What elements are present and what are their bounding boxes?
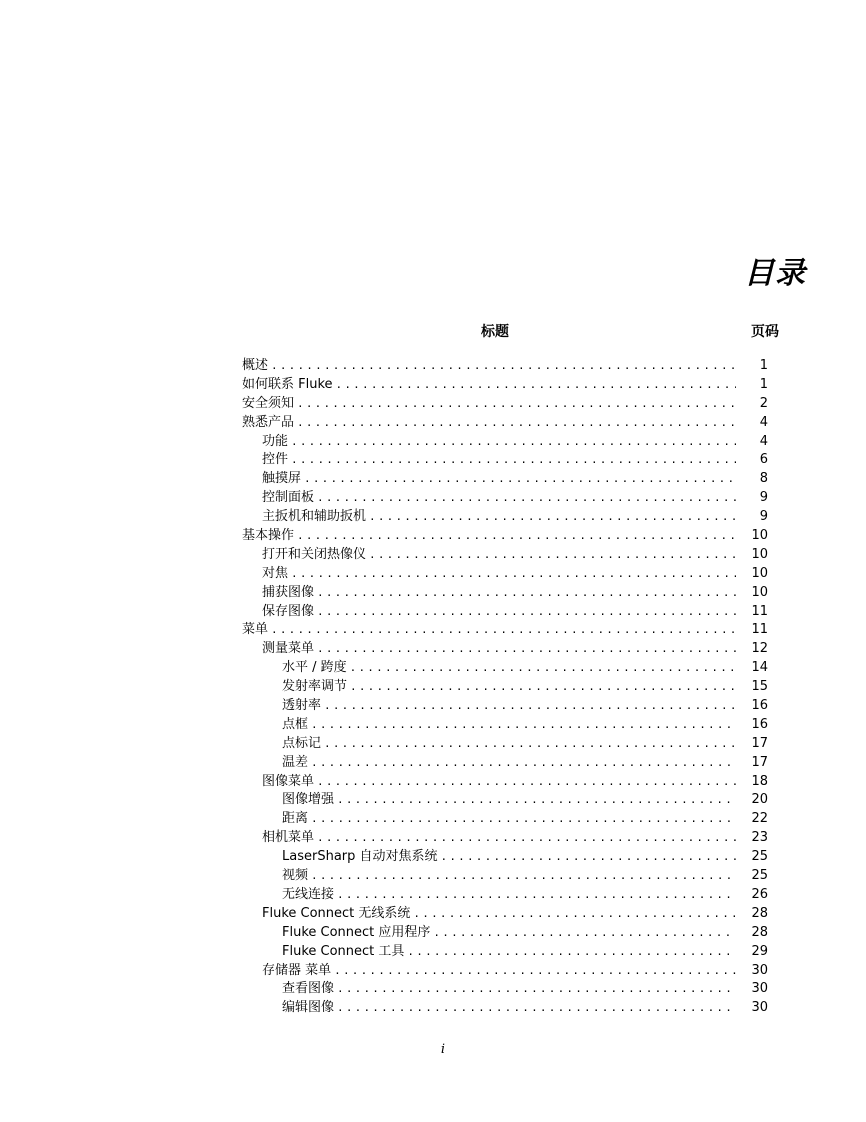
toc-entry-page-number: 8 bbox=[759, 471, 768, 487]
toc-entry[interactable] bbox=[242, 489, 768, 508]
toc-entry-page-number: 1 bbox=[759, 358, 768, 373]
toc-entry-title: 概述 bbox=[242, 358, 269, 373]
toc-entry-page-number: 9 bbox=[759, 490, 768, 506]
toc-entry-title: 编辑图像 bbox=[282, 1000, 335, 1016]
dot-leader bbox=[311, 810, 736, 829]
toc-entry[interactable] bbox=[242, 735, 768, 754]
toc-entry-page-number: 11 bbox=[751, 622, 768, 638]
dot-leader bbox=[317, 829, 736, 848]
dot-leader bbox=[297, 527, 736, 546]
toc-entry-page-number: 10 bbox=[751, 565, 768, 581]
dot-leader bbox=[334, 962, 736, 981]
toc-entry-page-number: 26 bbox=[751, 886, 768, 902]
toc-entry-title: 控件 bbox=[262, 452, 289, 468]
toc-entry[interactable] bbox=[242, 905, 768, 924]
page-title: 目录 bbox=[744, 256, 806, 291]
toc-entry-page-number: 30 bbox=[751, 1000, 768, 1016]
toc-entry-page-number: 2 bbox=[759, 395, 768, 411]
dot-leader bbox=[271, 357, 736, 376]
toc-entry-title: 图像增强 bbox=[282, 792, 335, 808]
toc-entry-title: 透射率 bbox=[282, 698, 322, 714]
dot-leader bbox=[337, 886, 736, 905]
dot-leader bbox=[304, 470, 736, 489]
toc-entry-page-number: 17 bbox=[751, 735, 768, 751]
dot-leader bbox=[413, 905, 736, 924]
dot-leader bbox=[317, 773, 736, 792]
dot-leader bbox=[407, 943, 736, 962]
dot-leader bbox=[317, 640, 736, 659]
toc-entry-page-number: 20 bbox=[751, 792, 768, 808]
dot-leader bbox=[291, 565, 736, 584]
toc-entry[interactable] bbox=[242, 716, 768, 735]
toc-entry-page-number: 10 bbox=[751, 546, 768, 562]
toc-entry-title: 菜单 bbox=[242, 622, 269, 638]
toc-entry[interactable] bbox=[242, 565, 768, 584]
toc-entry[interactable] bbox=[242, 999, 768, 1018]
toc-entry-title: 视频 bbox=[282, 868, 309, 884]
dot-leader bbox=[337, 999, 736, 1018]
toc-entry-page-number: 17 bbox=[751, 754, 768, 770]
toc-entry-page-number: 25 bbox=[751, 849, 768, 865]
toc-entry[interactable] bbox=[242, 943, 768, 962]
toc-entry-page-number: 25 bbox=[751, 868, 768, 884]
toc-entry-title: 如何联系 Fluke bbox=[242, 376, 333, 392]
toc-entry-title: 查看图像 bbox=[282, 981, 335, 997]
toc-entry-page-number: 28 bbox=[751, 924, 768, 940]
toc-entry-title: 发射率调节 bbox=[282, 679, 348, 695]
toc-entry-title: LaserSharp 自动对焦系统 bbox=[282, 849, 438, 865]
toc-entry[interactable] bbox=[242, 924, 768, 943]
toc-entry-title: 无线连接 bbox=[282, 886, 335, 902]
dot-leader bbox=[317, 603, 736, 622]
toc-entry-title: 点框 bbox=[282, 716, 309, 732]
toc-entry-page-number: 23 bbox=[751, 830, 768, 846]
toc-entry[interactable] bbox=[242, 829, 768, 848]
toc-entry-page-number: 29 bbox=[751, 943, 768, 959]
toc-entry[interactable] bbox=[242, 546, 768, 565]
toc-entry-page-number: 28 bbox=[751, 905, 768, 921]
toc-entry-page-number: 15 bbox=[751, 679, 768, 695]
toc-entry-page-number: 9 bbox=[759, 509, 768, 525]
toc-entry-title: 对焦 bbox=[262, 565, 289, 581]
toc-entry-title: 图像菜单 bbox=[262, 773, 315, 789]
toc-entry[interactable] bbox=[242, 357, 768, 376]
toc-entry-page-number: 1 bbox=[759, 376, 768, 392]
toc-entry-title: 主扳机和辅助扳机 bbox=[262, 509, 367, 525]
toc-entry-page-number: 30 bbox=[751, 981, 768, 997]
toc-entry-title: 点标记 bbox=[282, 735, 322, 751]
toc-entry-title: 测量菜单 bbox=[262, 641, 315, 657]
toc-entry-page-number: 6 bbox=[759, 452, 768, 468]
toc-entry[interactable] bbox=[242, 451, 768, 470]
dot-leader bbox=[291, 451, 736, 470]
toc-entry-title: 功能 bbox=[262, 433, 289, 449]
dot-leader bbox=[350, 678, 736, 697]
toc-entry-title: 触摸屏 bbox=[262, 471, 302, 487]
toc-entry[interactable] bbox=[242, 376, 768, 395]
toc-entry-title: 存储器 菜单 bbox=[262, 962, 332, 978]
toc-entry[interactable] bbox=[242, 810, 768, 829]
toc-entry[interactable] bbox=[242, 962, 768, 981]
toc-entry-page-number: 4 bbox=[759, 414, 768, 430]
toc-entry-title: 打开和关闭热像仪 bbox=[262, 546, 367, 562]
toc-entry-page-number: 18 bbox=[751, 773, 768, 789]
dot-leader bbox=[324, 735, 736, 754]
toc-entry[interactable] bbox=[242, 791, 768, 810]
toc-entry[interactable] bbox=[242, 414, 768, 433]
dot-leader bbox=[291, 433, 736, 452]
dot-leader bbox=[297, 414, 736, 433]
dot-leader bbox=[433, 924, 736, 943]
toc-entry-title: 熟悉产品 bbox=[242, 414, 295, 430]
toc-entry[interactable] bbox=[242, 584, 768, 603]
toc-entry-page-number: 12 bbox=[751, 641, 768, 657]
dot-leader bbox=[337, 791, 736, 810]
toc-entry-title: Fluke Connect 工具 bbox=[282, 943, 405, 959]
dot-leader bbox=[311, 716, 736, 735]
table-of-contents bbox=[242, 357, 768, 1018]
dot-leader bbox=[324, 697, 736, 716]
toc-entry[interactable] bbox=[242, 678, 768, 697]
toc-entry-page-number: 16 bbox=[751, 716, 768, 732]
toc-entry[interactable] bbox=[242, 754, 768, 773]
toc-entry-page-number: 16 bbox=[751, 698, 768, 714]
toc-entry-page-number: 4 bbox=[759, 433, 768, 449]
column-header-page: 页码 bbox=[751, 324, 779, 340]
dot-leader bbox=[441, 848, 736, 867]
toc-entry[interactable] bbox=[242, 867, 768, 886]
dot-leader bbox=[336, 376, 736, 395]
dot-leader bbox=[311, 754, 736, 773]
dot-leader bbox=[271, 621, 736, 640]
toc-entry-page-number: 22 bbox=[751, 811, 768, 827]
toc-entry[interactable] bbox=[242, 433, 768, 452]
toc-entry-title: Fluke Connect 应用程序 bbox=[282, 924, 431, 940]
dot-leader bbox=[317, 584, 736, 603]
toc-entry[interactable] bbox=[242, 886, 768, 905]
toc-entry[interactable] bbox=[242, 848, 768, 867]
dot-leader bbox=[317, 489, 736, 508]
toc-entry-title: 温差 bbox=[282, 754, 309, 770]
toc-entry[interactable] bbox=[242, 470, 768, 489]
toc-entry[interactable] bbox=[242, 659, 768, 678]
dot-leader bbox=[297, 395, 736, 414]
toc-entry-title: 控制面板 bbox=[262, 490, 315, 506]
dot-leader bbox=[350, 659, 736, 678]
toc-entry[interactable] bbox=[242, 508, 768, 527]
page-number-footer: i bbox=[440, 1042, 446, 1057]
dot-leader bbox=[311, 867, 736, 886]
toc-entry-title: 相机菜单 bbox=[262, 830, 315, 846]
dot-leader bbox=[369, 508, 736, 527]
toc-entry[interactable] bbox=[242, 527, 768, 546]
dot-leader bbox=[337, 980, 736, 999]
toc-entry[interactable] bbox=[242, 603, 768, 622]
toc-entry[interactable] bbox=[242, 395, 768, 414]
toc-entry-page-number: 30 bbox=[751, 962, 768, 978]
toc-entry-title: 安全须知 bbox=[242, 395, 295, 411]
toc-entry-title: 捕获图像 bbox=[262, 584, 315, 600]
toc-entry-title: 基本操作 bbox=[242, 528, 295, 544]
toc-entry-title: Fluke Connect 无线系统 bbox=[262, 905, 411, 921]
toc-entry[interactable] bbox=[242, 697, 768, 716]
toc-entry-page-number: 14 bbox=[751, 660, 768, 676]
dot-leader bbox=[369, 546, 736, 565]
toc-entry[interactable] bbox=[242, 980, 768, 999]
toc-entry-title: 水平 / 跨度 bbox=[282, 660, 347, 676]
toc-entry-title: 保存图像 bbox=[262, 603, 315, 619]
toc-entry-page-number: 11 bbox=[751, 603, 768, 619]
toc-entry-page-number: 10 bbox=[751, 528, 768, 544]
toc-entry[interactable] bbox=[242, 773, 768, 792]
toc-entry-title: 距离 bbox=[282, 811, 309, 827]
toc-entry[interactable] bbox=[242, 621, 768, 640]
column-header-title: 标题 bbox=[481, 324, 509, 340]
toc-entry[interactable] bbox=[242, 640, 768, 659]
toc-entry-page-number: 10 bbox=[751, 584, 768, 600]
